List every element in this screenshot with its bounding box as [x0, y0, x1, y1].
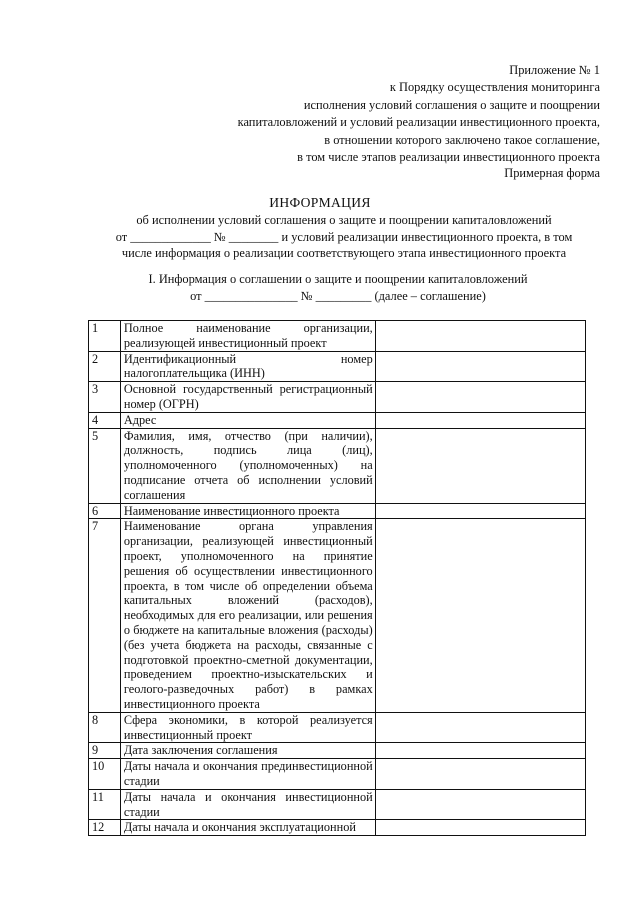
row-value-cell [375, 820, 585, 836]
appendix-line: капиталовложений и условий реализации инвестиционного проекта, [237, 115, 600, 130]
row-number: 2 [89, 351, 121, 382]
row-number: 4 [89, 412, 121, 428]
subtitle-line: числе информация о реализации соответствующего этапа инвестиционного проекта [121, 246, 567, 261]
row-description: Даты начала и окончания прединвестиционной стадии [120, 759, 375, 790]
row-number: 8 [89, 712, 121, 743]
agreement-info-table [88, 320, 586, 836]
row-value-cell [375, 712, 585, 743]
form-type-label: Примерная форма [504, 166, 600, 180]
table-row [89, 820, 586, 836]
row-number: 1 [89, 321, 121, 352]
row-description: Наименование инвестиционного проекта [120, 503, 375, 519]
section-title: I. Информация о соглашении о защите и поощрении капиталовложений [148, 272, 528, 286]
table-row [89, 351, 586, 382]
table-row [89, 428, 586, 503]
table-row [89, 712, 586, 743]
table-row [89, 519, 586, 712]
row-value-cell [375, 503, 585, 519]
row-value-cell [375, 321, 585, 352]
table-row [89, 321, 586, 352]
row-value-cell [375, 382, 585, 413]
subtitle-line: об исполнении условий соглашения о защите и поощрении капиталовложений [136, 213, 552, 227]
row-description: Даты начала и окончания инвестиционной стадии [120, 789, 375, 820]
row-value-cell [375, 759, 585, 790]
row-value-cell [375, 789, 585, 820]
row-description: Идентификационный номер налогоплательщика (ИНН) [120, 351, 375, 382]
row-number: 3 [89, 382, 121, 413]
row-description: Дата заключения соглашения [120, 743, 375, 759]
row-description: Основной государственный регистрационный номер (ОГРН) [120, 382, 375, 413]
appendix-line: в том числе этапов реализации инвестиционного проекта [297, 150, 600, 165]
row-description: Сфера экономики, в которой реализуется инвестиционный проект [120, 712, 375, 743]
row-value-cell [375, 519, 585, 712]
document-title: ИНФОРМАЦИЯ [269, 195, 371, 210]
section-agreement-ref: от _______________ № _________ (далее – соглашение) [190, 289, 486, 303]
row-value-cell [375, 351, 585, 382]
row-description: Фамилия, имя, отчество (при наличии), должность, подпись лица (лиц), уполномоченного (уполномоченных) на подписание отчета об исполнении условий соглашения [120, 428, 375, 503]
appendix-line: Приложение № 1 [509, 63, 600, 77]
row-number: 5 [89, 428, 121, 503]
table-row [89, 743, 586, 759]
appendix-line: в отношении которого заключено такое соглашение, [324, 132, 600, 147]
row-description: Наименование органа управления организации, реализующей инвестиционный проект, уполномоченного на принятие решения об осуществлении инвестиционного проекта, в том числе об определении объема капитальных вложений (расходов), необходимых для его реализации, или решения о бюджете на капитальные вложения (расходы) (без учета бюджета на расходы, связанные с подготовкой проектно-сметной документации, проведением проектно-изыскательских и геолого-разведочных работ) в рамках инвестиционного проекта [120, 519, 375, 712]
row-number: 6 [89, 503, 121, 519]
row-description: Даты начала и окончания эксплуатационной [120, 820, 375, 836]
table-row [89, 759, 586, 790]
row-number: 11 [89, 789, 121, 820]
subtitle-line: от _____________ № ________ и условий реализации инвестиционного проекта, в том [115, 229, 573, 244]
row-number: 7 [89, 519, 121, 712]
table-row [89, 382, 586, 413]
appendix-line: исполнения условий соглашения о защите и поощрении [303, 97, 600, 112]
document-subtitle [100, 212, 588, 262]
row-description: Полное наименование организации, реализующей инвестиционный проект [120, 321, 375, 352]
row-number: 9 [89, 743, 121, 759]
row-description: Адрес [120, 412, 375, 428]
appendix-header [160, 62, 600, 166]
row-value-cell [375, 743, 585, 759]
row-value-cell [375, 412, 585, 428]
appendix-line: к Порядку осуществления мониторинга [389, 80, 600, 95]
page-bottom-margin [0, 850, 640, 905]
row-value-cell [375, 428, 585, 503]
table-row [89, 503, 586, 519]
row-number: 10 [89, 759, 121, 790]
table-row [89, 412, 586, 428]
table-row [89, 789, 586, 820]
row-number: 12 [89, 820, 121, 836]
section-heading [118, 271, 558, 305]
